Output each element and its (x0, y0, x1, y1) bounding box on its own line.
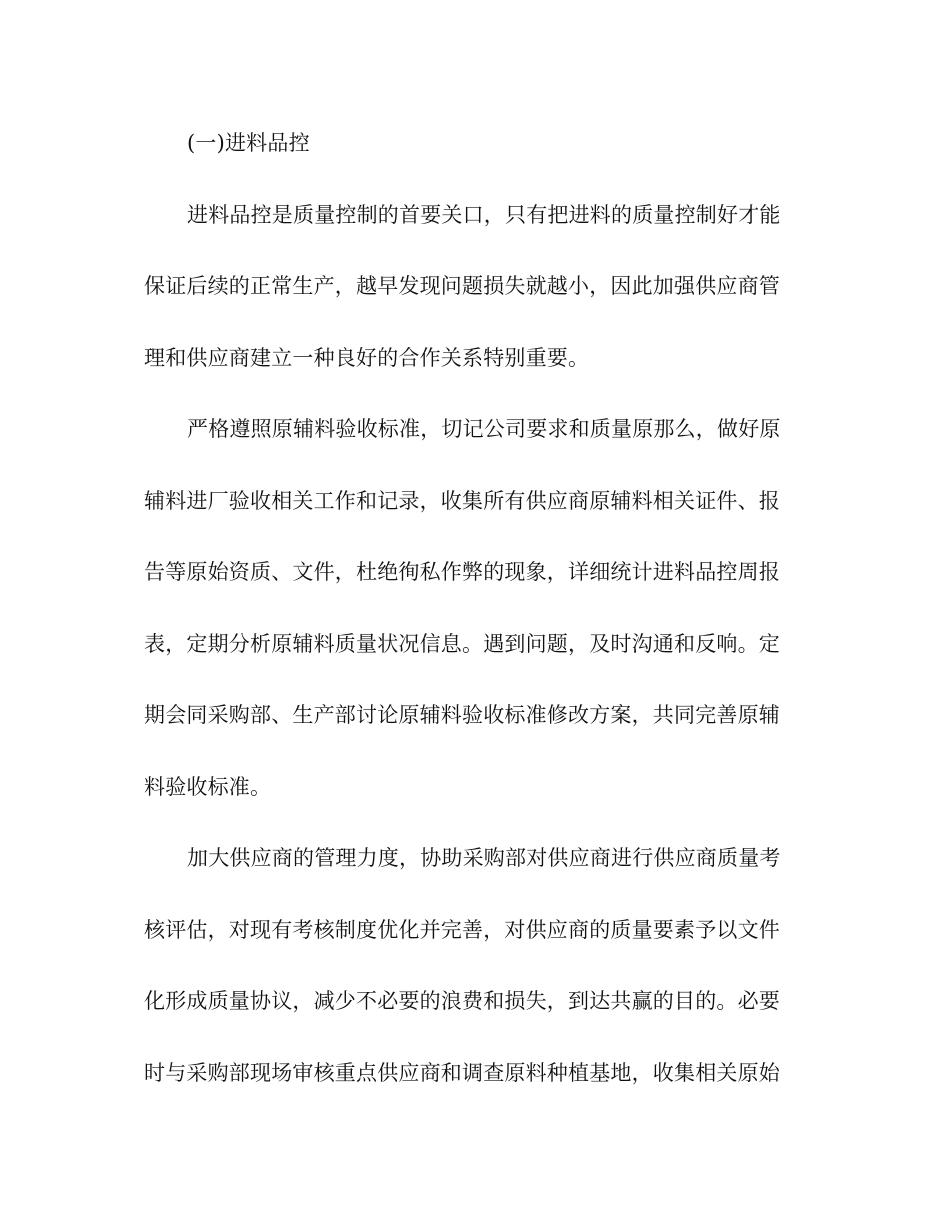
paragraph-line: 时与采购部现场审核重点供应商和调查原料种植基地，收集相关原始 (144, 1061, 780, 1085)
paragraph-line: 告等原始资质、文件，杜绝徇私作弊的现象，详细统计进料品控周报 (144, 560, 780, 584)
paragraph-line: 核评估，对现有考核制度优化并完善，对供应商的质量要素予以文件 (144, 918, 780, 942)
paragraph-line: 辅料进厂验收相关工作和记录，收集所有供应商原辅料相关证件、报 (144, 489, 780, 513)
paragraph-line: 理和供应商建立一种良好的合作关系特别重要。 (144, 346, 590, 370)
paragraph-line: 化形成质量协议，减少不必要的浪费和损失，到达共赢的目的。必要 (144, 989, 780, 1013)
paragraph-line: 期会同采购部、生产部讨论原辅料验收标准修改方案，共同完善原辅 (144, 703, 780, 727)
paragraph-line: 表，定期分析原辅料质量状况信息。遇到问题，及时沟通和反响。定 (144, 632, 780, 656)
paragraph-line: 加大供应商的管理力度，协助采购部对供应商进行供应商质量考 (187, 846, 781, 870)
section-heading: (一)进料品控 (187, 131, 310, 155)
paragraph-line: 料验收标准。 (144, 775, 272, 799)
paragraph-line: 保证后续的正常生产，越早发现问题损失就越小，因此加强供应商管 (144, 274, 780, 298)
paragraph-line: 进料品控是质量控制的首要关口，只有把进料的质量控制好才能 (187, 203, 781, 227)
paragraph-line: 严格遵照原辅料验收标准，切记公司要求和质量原那么，做好原 (187, 417, 781, 441)
